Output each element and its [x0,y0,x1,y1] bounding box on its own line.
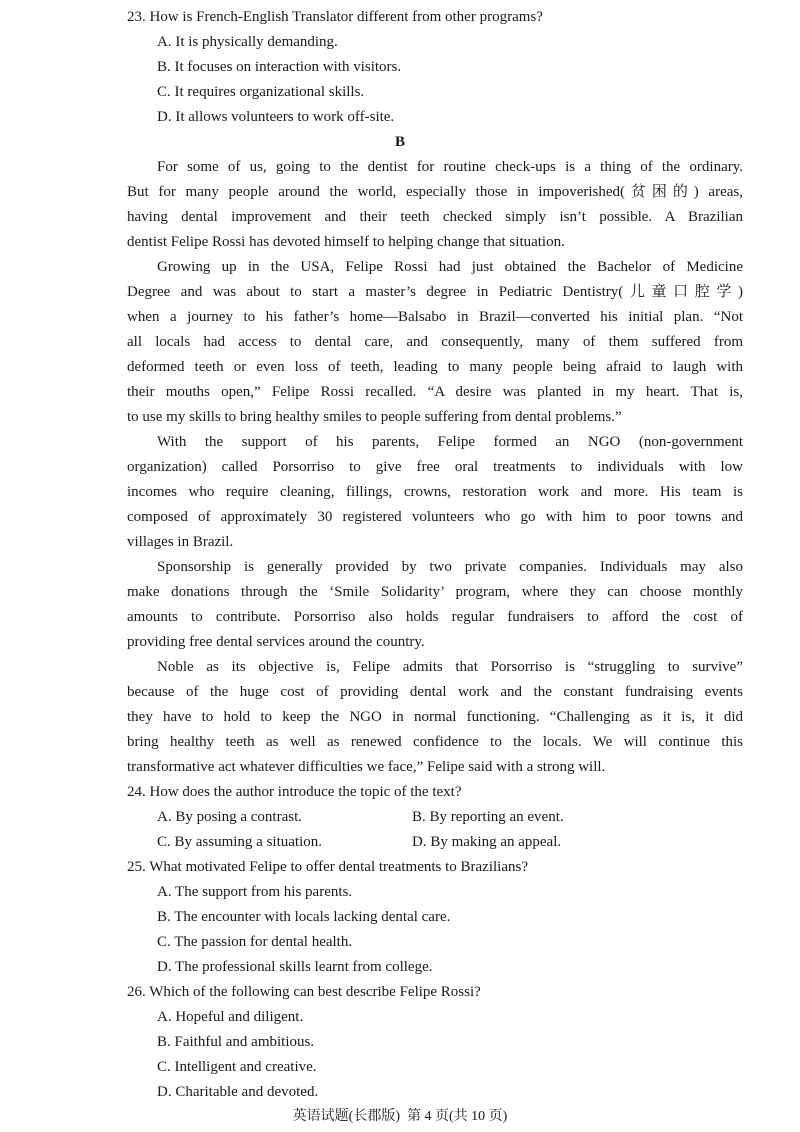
passage-line: their mouths open,” Felipe Rossi recalled. “A desire was planted in my heart. That is, [127,384,743,400]
q24-option-c: C. By assuming a situation. [157,834,322,850]
passage-line: because of the huge cost of providing dental work and the constant fundraising events [127,684,743,700]
passage-line: incomes who require cleaning, fillings, crowns, restoration work and more. His team is [127,484,743,500]
passage-line: With the support of his parents, Felipe formed an NGO (non-government [157,434,743,450]
q24-option-a: A. By posing a contrast. [157,809,302,825]
section-b-heading: B [394,134,405,150]
q23-option-c: C. It requires organizational skills. [157,84,365,100]
q24-stem: 24. How does the author introduce the topic of the text? [127,784,462,800]
q26-option-a: A. Hopeful and diligent. [157,1009,304,1025]
q25-option-d: D. The professional skills learnt from college. [157,959,433,975]
passage-line: Growing up in the USA, Felipe Rossi had just obtained the Bachelor of Medicine [157,259,743,275]
passage-line: amounts to contribute. Porsorriso also holds regular fundraisers to afford the cost of [127,609,743,625]
q23-option-a: A. It is physically demanding. [157,34,338,50]
q26-option-b: B. Faithful and ambitious. [157,1034,315,1050]
passage-line: to use my skills to bring healthy smiles to people suffering from dental problems.” [127,409,622,425]
passage-line: all locals had access to dental care, and consequently, many of them suffered from [127,334,743,350]
q23-stem: 23. How is French-English Translator different from other programs? [127,9,543,25]
passage-line: they have to hold to keep the NGO in normal functioning. “Challenging as it is, it did [127,709,743,725]
page-footer: 英语试题(长郡版) 第 4 页(共 10 页) [292,1109,508,1124]
passage-line: providing free dental services around the country. [127,634,425,650]
passage-line: composed of approximately 30 registered volunteers who go with him to poor towns and [127,509,743,525]
passage-line: Noble as its objective is, Felipe admits that Porsorriso is “struggling to survive” [157,659,743,675]
passage-line: villages in Brazil. [127,534,234,550]
passage-line: having dental improvement and their teeth checked simply isn’t possible. A Brazilian [127,209,743,225]
passage-line: bring healthy teeth as well as renewed confidence to the locals. We will continue this [127,734,743,750]
passage-line: deformed teeth or even loss of teeth, leading to many people being afraid to laugh with [127,359,743,375]
passage-line: dentist Felipe Rossi has devoted himself to helping change that situation. [127,234,565,250]
passage-line: make donations through the ‘Smile Solidarity’ program, where they can choose monthly [127,584,743,600]
q26-stem: 26. Which of the following can best describe Felipe Rossi? [127,984,481,1000]
passage-line: organization) called Porsorriso to give free oral treatments to individuals with low [127,459,743,475]
q25-option-b: B. The encounter with locals lacking dental care. [157,909,451,925]
passage-line: For some of us, going to the dentist for routine check-ups is a thing of the ordinary. [157,159,743,175]
q23-option-b: B. It focuses on interaction with visitors. [157,59,402,75]
q26-option-c: C. Intelligent and creative. [157,1059,317,1075]
q25-option-a: A. The support from his parents. [157,884,353,900]
passage-line: transformative act whatever difficulties we face,” Felipe said with a strong will. [127,759,606,775]
passage-line: when a journey to his father’s home—Balsabo in Brazil—converted his initial plan. “Not [127,309,743,325]
passage-line: But for many people around the world, especially those in impoverished(贫困的) areas, [127,184,743,200]
q23-option-d: D. It allows volunteers to work off-site. [157,109,395,125]
q25-option-c: C. The passion for dental health. [157,934,353,950]
q25-stem: 25. What motivated Felipe to offer dental treatments to Brazilians? [127,859,528,875]
q24-option-b: B. By reporting an event. [412,809,564,825]
passage-line: Sponsorship is generally provided by two private companies. Individuals may also [157,559,743,575]
q26-option-d: D. Charitable and devoted. [157,1084,319,1100]
q24-option-d: D. By making an appeal. [412,834,562,850]
passage-line: Degree and was about to start a master’s degree in Pediatric Dentistry(儿童口腔学) [127,284,743,300]
